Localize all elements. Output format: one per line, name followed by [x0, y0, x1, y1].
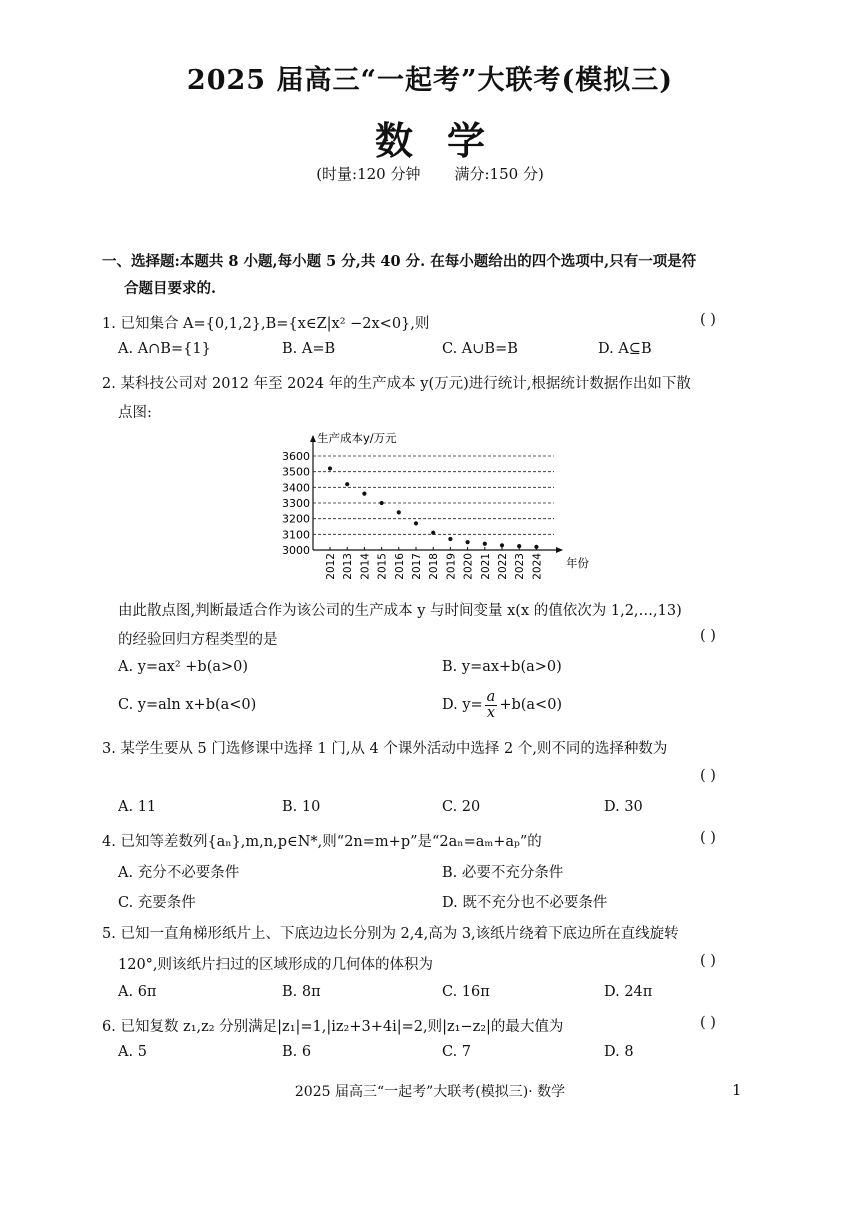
- y-tick-label: 3200: [282, 512, 310, 526]
- q5-option-a: A. 6π: [118, 984, 157, 1000]
- q3-option-a: A. 11: [118, 799, 157, 815]
- q4-option-a: A. 充分不必要条件: [118, 865, 240, 881]
- data-point: [380, 501, 384, 505]
- q6-stem: 6. 已知复数 z₁,z₂ 分别满足|z₁|=1,|iz₂+3+4i|=2,则|z₁−z₂|的最大值为: [102, 1019, 564, 1035]
- chart-axes: [310, 435, 563, 553]
- data-point: [534, 545, 538, 549]
- exam-title: 2025 届高三“一起考”大联考(模拟三): [186, 65, 674, 96]
- x-tick-label: 2022: [497, 553, 509, 580]
- data-point: [397, 510, 401, 514]
- y-tick-label: 3400: [282, 481, 310, 495]
- q3-option-c: C. 20: [442, 799, 481, 815]
- data-point: [328, 466, 332, 470]
- data-point: [362, 492, 366, 496]
- chart-x-label: 年份: [566, 556, 589, 570]
- section-heading: [102, 248, 752, 302]
- q4-option-b: B. 必要不充分条件: [442, 865, 564, 881]
- q6-option-c: C. 7: [442, 1044, 472, 1060]
- q5-option-d: D. 24π: [604, 984, 653, 1000]
- x-tick-label: 2017: [411, 553, 423, 580]
- q5-stem-line-2: 120°,则该纸片扫过的区域形成的几何体的体积为: [118, 957, 434, 973]
- x-axis-arrow: [556, 547, 563, 553]
- x-tick-label: 2019: [445, 553, 458, 580]
- q6-answer-paren: ( ): [700, 1015, 716, 1031]
- q5-stem-line-1: 5. 已知一直角梯形纸片上、下底边边长分别为 2,4,高为 3,该纸片绕着下底边所在直线旋转: [102, 926, 679, 942]
- q3-option-d: D. 30: [604, 799, 643, 815]
- q4-option-d: D. 既不充分也不必要条件: [442, 895, 608, 911]
- x-tick-label: 2013: [342, 553, 355, 580]
- q2-option-d-denominator: x: [486, 704, 496, 721]
- x-tick-label: 2014: [359, 553, 372, 580]
- x-tick-label: 2023: [514, 553, 527, 580]
- y-axis-arrow: [310, 435, 316, 442]
- q1-option-b: B. A=B: [282, 341, 336, 357]
- data-point: [517, 544, 521, 548]
- q6-option-a: A. 5: [118, 1044, 147, 1060]
- data-point: [483, 542, 487, 546]
- q3-stem: 3. 某学生要从 5 门选修课中选择 1 门,从 4 个课外活动中选择 2 个,则不同的选择种数为: [102, 741, 668, 757]
- chart-x-ticks: [325, 553, 543, 580]
- q1-option-c: C. A∪B=B: [442, 341, 518, 357]
- q2-option-b: B. y=ax+b(a>0): [442, 659, 562, 675]
- y-tick-label: 3100: [282, 528, 310, 542]
- y-tick-label: 3600: [282, 450, 310, 463]
- q1-option-a: A. A∩B={1}: [118, 341, 211, 357]
- q2-option-d-suffix: +b(a<0): [499, 697, 563, 713]
- x-tick-label: 2016: [393, 553, 406, 580]
- x-tick-label: 2020: [462, 553, 475, 580]
- q2-option-d-fraction: [485, 690, 498, 721]
- page-number: 1: [732, 1081, 742, 1099]
- page-footer: 2025 届高三“一起考”大联考(模拟三)· 数学: [294, 1084, 566, 1100]
- q2-option-d-prefix: D. y=: [442, 697, 483, 713]
- q3-option-b: B. 10: [282, 799, 321, 815]
- chart-grid: [313, 456, 554, 534]
- q1-answer-paren: ( ): [700, 312, 716, 328]
- q4-stem: 4. 已知等差数列{aₙ},m,n,p∈N*,则“2n=m+p”是“2aₙ=aₘ+aₚ”的: [102, 834, 542, 850]
- q5-option-b: B. 8π: [282, 984, 321, 1000]
- x-tick-label: 2018: [428, 553, 441, 580]
- q6-option-b: B. 6: [282, 1044, 312, 1060]
- section-line-1: 一、选择题:本题共 8 小题,每小题 5 分,共 40 分. 在每小题给出的四个选项中,只有一项是符: [102, 253, 697, 270]
- subject-title: 数学: [374, 118, 519, 163]
- q2-after-line-1: 由此散点图,判断最适合作为该公司的生产成本 y 与时间变量 x(x 的值依次为 1,2,…,13): [118, 603, 682, 619]
- q1-stem: 1. 已知集合 A={0,1,2},B={x∈Z|x² −2x<0},则: [102, 316, 430, 332]
- x-tick-label: 2021: [479, 553, 492, 580]
- q2-answer-paren: ( ): [700, 628, 716, 644]
- x-tick-label: 2024: [531, 553, 544, 580]
- data-point: [414, 521, 418, 525]
- chart-y-label: 生产成本y/万元: [317, 431, 397, 445]
- time-score-info: [0, 163, 860, 184]
- scatter-chart: [280, 428, 600, 580]
- data-point: [431, 531, 435, 535]
- time-limit: (时量:120 分钟: [316, 165, 421, 183]
- x-tick-label: 2012: [325, 553, 337, 580]
- data-point: [466, 540, 470, 544]
- q5-option-c: C. 16π: [442, 984, 490, 1000]
- section-line-2: 合题目要求的.: [124, 280, 217, 297]
- q2-option-c: C. y=aln x+b(a<0): [118, 697, 257, 713]
- q2-stem-line-1: 2. 某科技公司对 2012 年至 2024 年的生产成本 y(万元)进行统计,根据统计数据作出如下散: [102, 376, 691, 392]
- y-tick-label: 3500: [282, 465, 310, 479]
- data-point: [345, 482, 349, 486]
- q4-option-c: C. 充要条件: [118, 895, 196, 911]
- full-score: 满分:150 分): [454, 165, 544, 183]
- q2-option-a: A. y=ax² +b(a>0): [118, 659, 249, 675]
- chart-points: [328, 466, 539, 549]
- chart-y-ticks: [282, 450, 310, 557]
- y-tick-label: 3000: [282, 544, 310, 557]
- q1-option-d: D. A⊆B: [598, 341, 652, 357]
- q4-answer-paren: ( ): [700, 830, 716, 846]
- y-tick-label: 3300: [282, 497, 310, 510]
- q2-stem-line-2: 点图:: [118, 405, 152, 421]
- q2-option-d: [442, 688, 562, 722]
- data-point: [448, 537, 452, 541]
- x-tick-label: 2015: [376, 553, 389, 580]
- q3-answer-paren: ( ): [700, 768, 716, 784]
- q2-after-line-2: 的经验回归方程类型的是: [118, 632, 278, 648]
- data-point: [500, 543, 504, 547]
- q5-answer-paren: ( ): [700, 953, 716, 969]
- q2-option-d-numerator: a: [486, 688, 496, 705]
- q6-option-d: D. 8: [604, 1044, 634, 1060]
